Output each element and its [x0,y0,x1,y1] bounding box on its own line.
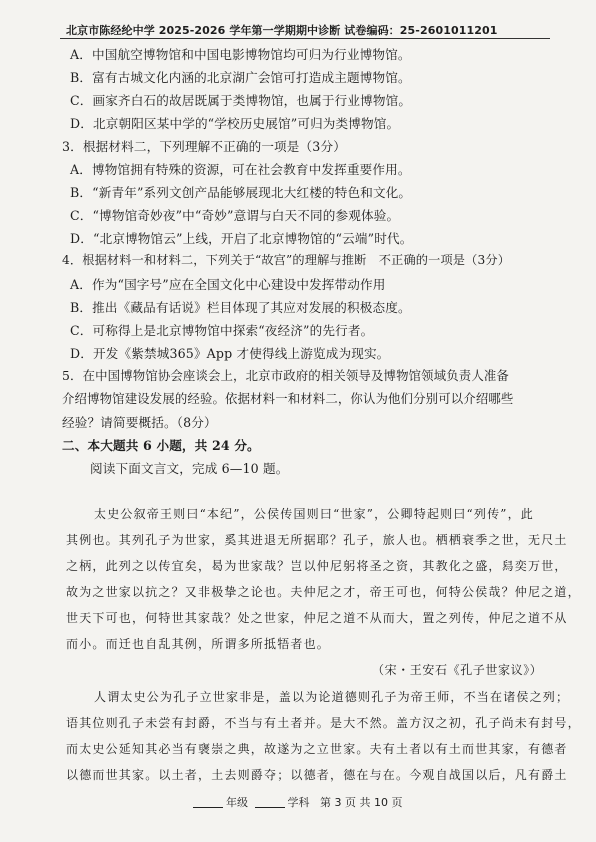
passage2-line-3: 而太史公延知其必当有襃崇之典，故遂为之立世家。夫有土者以有土而世其家，有德者 [66,742,568,756]
q2-option-d: D．北京朝阳区某中学的“学校历史展馆”可归为类博物馆。 [70,116,400,131]
q2-option-a: A．中国航空博物馆和中国电影博物馆均可归为行业博物馆。 [70,47,411,62]
passage2-line-2: 语其位则孔子未尝有封爵，不当与有土者并。是大不然。盖方汉之初，孔子尚未有封号， [66,716,581,730]
passage1-line-4: 故为之世家以抗之？又非极挚之论也。夫仲尼之才，帝王可也，何特公侯哉？仲尼之道， [66,585,581,599]
q5-line-2: 介绍博物馆建设发展的经验。依据材料一和材料二，你认为他们分别可以介绍哪些 [62,391,514,406]
q4-option-a: A．作为“国字号”应在全国文化中心建设中发挥带动作用 [70,277,386,292]
section-title: 二、本大题共 6 小题，共 24 分。 [62,438,260,453]
page-footer [190,794,402,810]
passage1-line-2: 其例也。其列孔子为世家，奚其进退无所据耶？孔子，旅人也。栖栖衰季之世，无尺土 [66,533,568,547]
passage1-line-6: 而小。而迁也自乱其例，所谓多所抵牾者也。 [66,637,331,651]
q4-stem: 4．根据材料一和材料二，下列关于“故宫”的理解与推断 不正确的一项是（3分） [62,253,511,267]
page-info: 第 3 页 共 10 页 [320,796,403,809]
subject-blank[interactable] [255,807,285,808]
passage2-line-1: 人谓太史公为孔子立世家非是，盖以为论道德则孔子为帝王师，不当在诸侯之列； [94,690,570,704]
passage2-line-4: 以德而世其家。以土者，土去则爵夺；以德者，德在与在。今观自战国以后，凡有爵土 [66,768,568,782]
grade-label: 年级 [226,796,248,809]
passage1-source: （宋・王安石《孔子世家议》） [372,663,543,677]
subject-label: 学科 [287,796,310,809]
q3-stem: 3．根据材料二，下列理解不正确的一项是（3分） [62,139,346,154]
q3-option-d: D．“北京博物馆云”上线，开启了北京博物馆的“云端”时代。 [70,231,413,246]
passage1-line-3: 之柄，此列之以传宜矣，曷为世家哉？岂以仲尼躬将圣之资，其教化之盛，舄奕万世， [66,559,568,573]
q5-line-3: 经验？请简要概括。（8分） [62,415,217,430]
header-rule [60,38,550,39]
reading-instruction: 阅读下面文言文，完成 6—10 题。 [90,461,289,476]
q5-line-1: 5．在中国博物馆协会座谈会上，北京市政府的相关领导及博物馆领域负责人准备 [62,368,509,383]
q3-option-b: B．“新青年”系列文创产品能够展现北大红楼的特色和文化。 [70,185,412,200]
q2-option-c: C．画家齐白石的故居既属于类博物馆，也属于行业博物馆。 [70,93,412,108]
passage1-line-1: 太史公叙帝王则曰“本纪”，公侯传国则曰“世家”，公卿特起则曰“列传”，此 [94,507,535,521]
q2-option-b: B．富有古城文化内涵的北京湖广会馆可打造成主题博物馆。 [70,70,411,85]
grade-blank[interactable] [193,807,223,808]
exam-header: 北京市陈经纶中学 2025-2026 学年第一学期期中诊断 试卷编码：25-2601011201 [66,24,498,37]
q4-option-d: D．开发《紫禁城365》App 才使得线上游览成为现实。 [70,346,390,361]
q4-option-c: C．可称得上是北京博物馆中探索“夜经济”的先行者。 [70,323,374,338]
q4-option-b: B．推出《藏品有话说》栏目体现了其应对发展的积极态度。 [70,300,411,315]
passage1-line-5: 世天下可也，何特世其家哉？处之世家，仲尼之道不从而大，置之列传，仲尼之道不从 [66,611,568,625]
q3-option-a: A．博物馆拥有特殊的资源，可在社会教育中发挥重要作用。 [70,162,411,177]
q3-option-c: C．“博物馆奇妙夜”中“奇妙”意谓与白天不同的参观体验。 [70,208,400,223]
